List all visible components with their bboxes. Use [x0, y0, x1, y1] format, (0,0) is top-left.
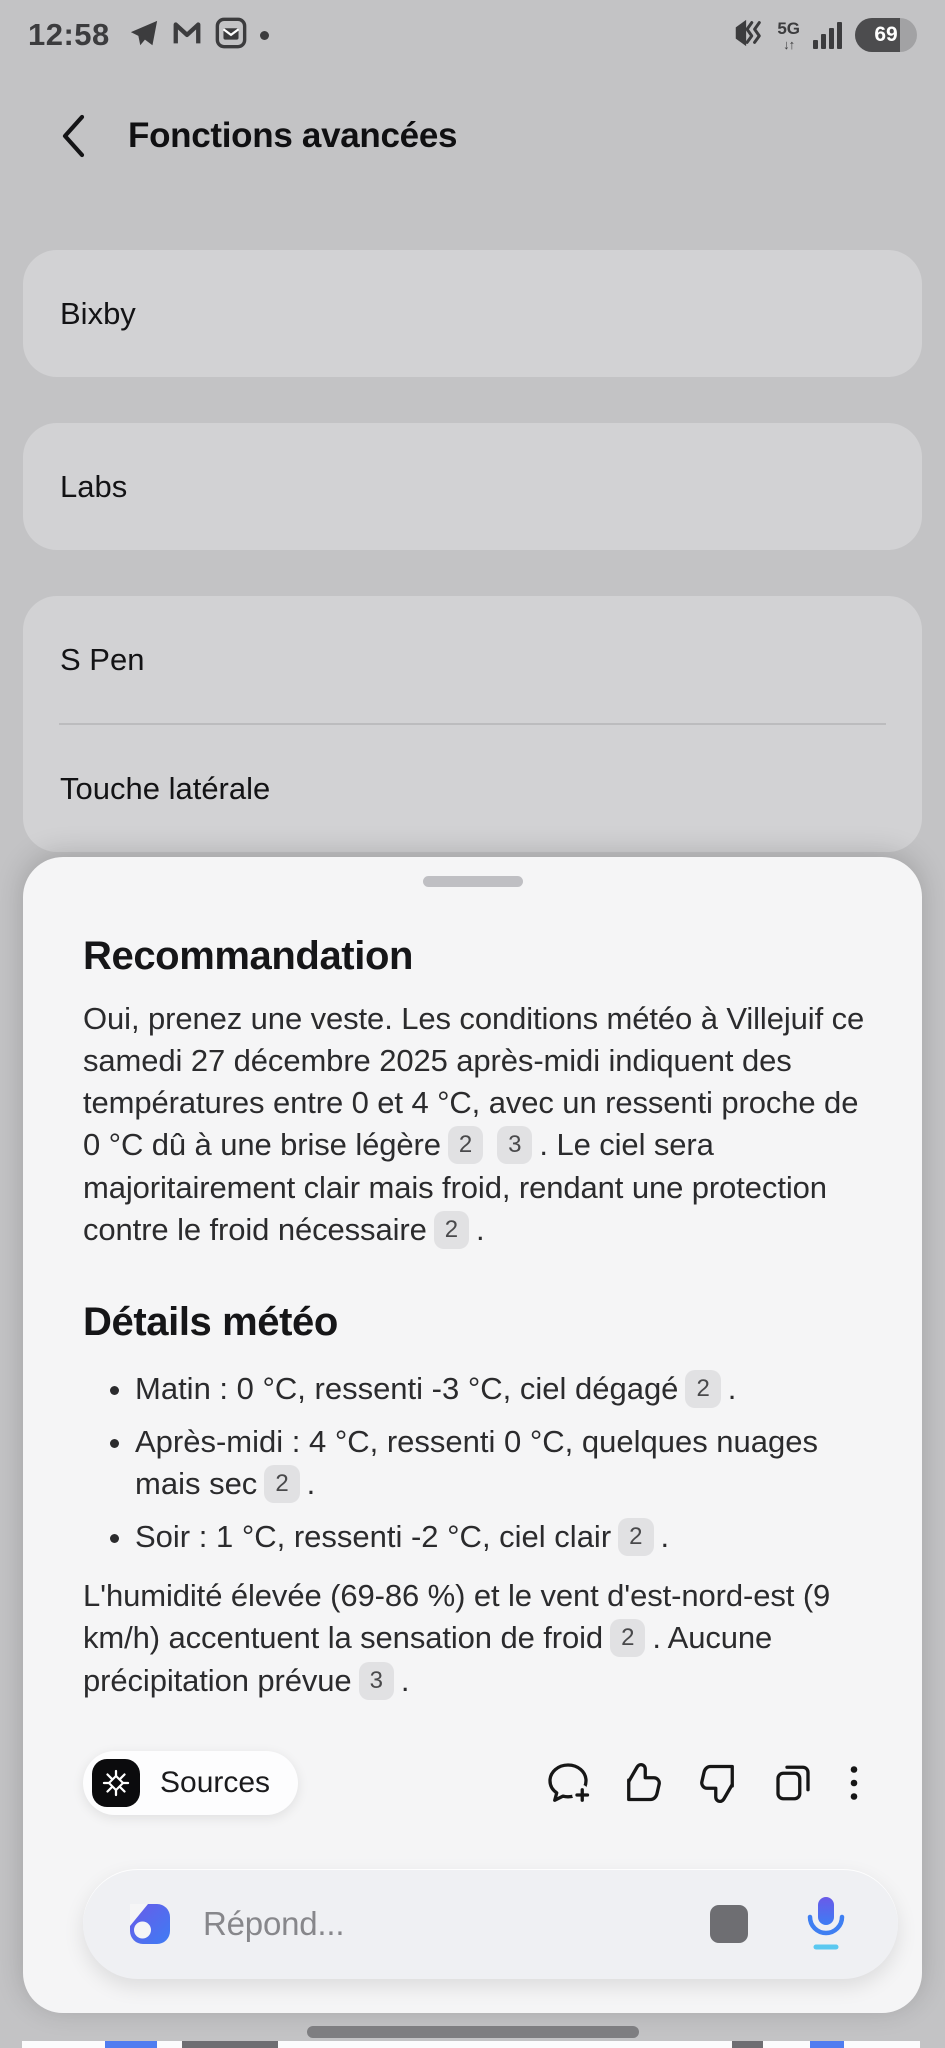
recommendation-paragraph: Oui, prenez une veste. Les conditions météo à Villejuif ce samedi 27 décembre 2025 après-midi indiquent des températures entre 0 et 4 °C, avec un ressenti proche de 0 °C dû à une brise légère 2 3 . Le ciel sera majoritairement clair mais froid, rendant une protection contre le froid nécessaire 2 . — [83, 1001, 865, 1247]
bixby-answer-sheet — [23, 857, 922, 2013]
gmail-icon — [172, 18, 202, 53]
copy-button[interactable] — [769, 1759, 817, 1807]
status-bar — [0, 0, 945, 70]
weather-footnote-paragraph: L'humidité élevée (69-86 %) et le vent d'est-nord-est (9 km/h) accentuent la sensation de froid 2 . Aucune précipitation prévue 3 . — [83, 1578, 831, 1698]
list-item-afternoon: • Après-midi : 4 °C, ressenti 0 °C, quelques nuages mais sec 2 . — [135, 1421, 882, 1506]
thumbs-down-icon — [694, 1759, 742, 1807]
citation-badge[interactable]: 2 — [264, 1465, 299, 1503]
settings-item-labs[interactable]: Labs — [60, 468, 128, 504]
settings-item-side-key[interactable]: Touche latérale — [60, 770, 271, 806]
citation-badge[interactable]: 3 — [497, 1126, 532, 1164]
citation-badge[interactable]: 2 — [618, 1518, 653, 1556]
citation-badge[interactable]: 2 — [685, 1370, 720, 1408]
settings-header — [0, 100, 945, 172]
more-options-button[interactable] — [844, 1759, 864, 1807]
weather-details-heading: Détails météo — [83, 1300, 338, 1344]
new-chat-button[interactable] — [544, 1759, 592, 1807]
back-button[interactable] — [58, 113, 88, 159]
settings-card-labs[interactable] — [23, 423, 922, 550]
mail-icon — [215, 17, 247, 54]
kebab-menu-icon — [844, 1759, 864, 1807]
citation-badge[interactable]: 3 — [359, 1662, 394, 1700]
battery-percent: 69 — [874, 23, 898, 46]
background-app-sliver — [22, 2041, 920, 2048]
battery-icon — [855, 18, 917, 52]
answer-actions — [544, 1759, 864, 1807]
sources-button[interactable] — [83, 1751, 298, 1815]
thumbs-down-button[interactable] — [694, 1759, 742, 1807]
list-item-morning: • Matin : 0 °C, ressenti -3 °C, ciel dégagé 2 . — [135, 1368, 882, 1411]
clock: 12:58 — [28, 17, 110, 52]
perplexity-icon — [92, 1759, 140, 1807]
thumbs-up-icon — [619, 1759, 667, 1807]
citation-badge[interactable]: 2 — [610, 1619, 645, 1657]
microphone-button[interactable] — [804, 1895, 848, 1953]
copy-icon — [769, 1759, 817, 1807]
settings-card-bixby[interactable] — [23, 250, 922, 377]
chat-add-icon — [544, 1759, 592, 1807]
settings-item-bixby[interactable]: Bixby — [60, 295, 136, 331]
microphone-icon — [804, 1895, 848, 1953]
sources-label: Sources — [160, 1766, 271, 1799]
vibrate-icon — [732, 17, 764, 54]
answer-footer — [83, 1751, 882, 1815]
5g-network-icon: 5G ↓↑ — [777, 18, 800, 52]
notification-dot-icon — [260, 31, 269, 40]
settings-card-spen-group — [23, 596, 922, 852]
chevron-left-icon — [58, 113, 88, 159]
stop-button[interactable] — [710, 1905, 748, 1943]
thumbs-up-button[interactable] — [619, 1759, 667, 1807]
telegram-icon — [129, 18, 159, 53]
bixby-icon — [127, 1901, 173, 1947]
recommendation-heading: Recommandation — [83, 934, 414, 978]
settings-item-spen[interactable]: S Pen — [60, 641, 145, 677]
page-title: Fonctions avancées — [128, 116, 458, 155]
weather-details-list — [83, 1368, 882, 1559]
citation-badge[interactable]: 2 — [448, 1126, 483, 1164]
navigation-gesture-bar[interactable] — [307, 2026, 639, 2038]
answer-content — [23, 857, 922, 1979]
citation-badge[interactable]: 2 — [434, 1211, 469, 1249]
input-placeholder[interactable]: Répond... — [203, 1905, 345, 1942]
signal-strength-icon — [813, 22, 842, 49]
list-item-evening: • Soir : 1 °C, ressenti -2 °C, ciel clair 2 . — [135, 1516, 882, 1559]
bixby-input-bar[interactable] — [83, 1869, 898, 1979]
sheet-drag-handle[interactable] — [423, 876, 523, 887]
